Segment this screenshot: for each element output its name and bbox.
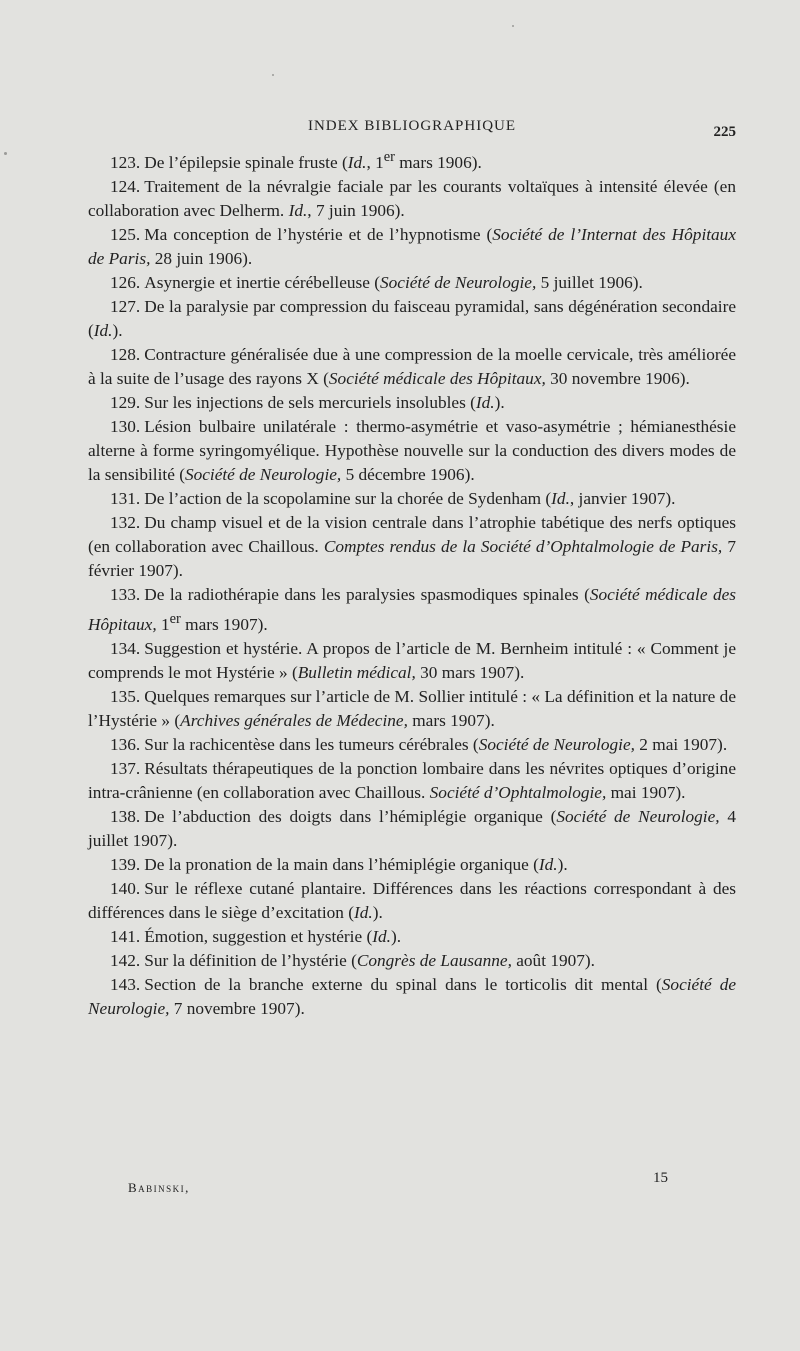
entry-text: Du champ visuel et de la vision centrale dans l’atrophie tabétique des nerfs optiques (en collaboration avec Chaillous. xyxy=(88,512,736,556)
bibliography-entry xyxy=(88,877,736,925)
entry-number: 135. xyxy=(110,686,141,706)
entry-text: Contracture généralisée due à une compression de la moelle cervicale, très améliorée à la suite de l’usage des rayons X ( xyxy=(88,344,736,388)
bibliography-entry xyxy=(88,295,736,343)
journal-title: Id. xyxy=(347,152,367,172)
entry-text: De la paralysie par compression du faisceau pyramidal, sans dégénération secondaire ( xyxy=(88,296,736,340)
entry-text: 7 février 1907). xyxy=(88,536,736,580)
entry-number: 142. xyxy=(110,950,141,970)
footer-author: Babinski, xyxy=(128,1180,190,1195)
entry-text: 30 novembre 1906). xyxy=(545,368,690,388)
journal-title: Id. xyxy=(372,926,391,946)
entry-text: , janvier 1907). xyxy=(569,488,676,508)
journal-title: Société médicale des Hôpitaux, xyxy=(328,368,546,388)
entry-number: 138. xyxy=(110,806,141,826)
bibliography-entry xyxy=(88,145,736,175)
journal-title: Bulletin médical, xyxy=(297,662,416,682)
entry-text: De l’abduction des doigts dans l’hémiplégie organique ( xyxy=(144,806,557,826)
entry-number: 130. xyxy=(110,416,141,436)
entry-number: 123. xyxy=(110,152,141,172)
journal-title: Société de Neurologie, xyxy=(380,272,537,292)
entry-text: 2 mai 1907). xyxy=(634,734,728,754)
entry-text: Section de la branche externe du spinal dans le torticolis dit mental ( xyxy=(144,974,662,994)
entry-text: ). xyxy=(390,926,402,946)
entry-text: août 1907). xyxy=(511,950,595,970)
bibliography-entry xyxy=(88,853,736,877)
entry-text: 28 juin 1906). xyxy=(150,248,253,268)
entry-text: De l’action de la scopolamine sur la chorée de Sydenham ( xyxy=(144,488,552,508)
bibliography-entry xyxy=(88,973,736,1021)
journal-title: Id. xyxy=(288,200,308,220)
bibliography-entry xyxy=(88,343,736,391)
entry-text: mars 1907). xyxy=(180,614,268,634)
entry-number: 132. xyxy=(110,512,141,532)
entry-text: Ma conception de l’hystérie et de l’hypnotisme ( xyxy=(144,224,493,244)
bibliography-entry xyxy=(88,223,736,271)
bibliography-entry xyxy=(88,637,736,685)
entry-text: ). xyxy=(494,392,505,412)
entry-text: Sur le réflexe cutané plantaire. Différences dans les réactions correspondant à des différences dans le siège d’excitation ( xyxy=(88,878,736,922)
entry-text: Émotion, suggestion et hystérie ( xyxy=(144,926,373,946)
running-header xyxy=(88,118,736,142)
scan-speck xyxy=(272,74,274,76)
bibliography-entry xyxy=(88,925,736,949)
bibliography-entry xyxy=(88,733,736,757)
entry-number: 134. xyxy=(110,638,141,658)
journal-title: Id. xyxy=(93,320,113,340)
bibliography-entry xyxy=(88,391,736,415)
entry-text: De la pronation de la main dans l’hémiplégie organique ( xyxy=(144,854,539,874)
entry-text: De l’épilepsie spinale fruste ( xyxy=(144,152,348,172)
entry-number: 143. xyxy=(110,974,141,994)
entry-text: 30 mars 1907). xyxy=(415,662,525,682)
entry-text: Asynergie et inertie cérébelleuse ( xyxy=(144,272,380,292)
entry-text: Sur la définition de l’hystérie ( xyxy=(144,950,357,970)
scan-speck xyxy=(512,25,514,27)
entry-number: 129. xyxy=(110,392,141,412)
entry-text: Sur les injections de sels mercuriels insolubles ( xyxy=(144,392,476,412)
journal-title: Id. xyxy=(538,854,558,874)
page-number: 225 xyxy=(713,124,736,140)
bibliography-entry xyxy=(88,487,736,511)
journal-title: Société d’Ophtalmologie, xyxy=(429,782,607,802)
journal-title: Id. xyxy=(354,902,373,922)
entry-number: 127. xyxy=(110,296,141,316)
entry-text: mai 1907). xyxy=(606,782,686,802)
bibliography-entry xyxy=(88,685,736,733)
entry-text: Quelques remarques sur l’article de M. Sollier intitulé : « La définition et la nature de l’Hystérie » ( xyxy=(88,686,736,730)
journal-title: Id. xyxy=(551,488,570,508)
journal-title: Congrès de Lausanne, xyxy=(356,950,512,970)
entry-number: 137. xyxy=(110,758,141,778)
entry-number: 126. xyxy=(110,272,141,292)
entry-text: Résultats thérapeutiques de la ponction lombaire dans les névrites optiques d’origine intra-crânienne (en collaboration avec Chaillous. xyxy=(88,758,736,802)
journal-title: Comptes rendus de la Société d’Ophtalmologie de Paris, xyxy=(323,536,723,556)
journal-title: Société de Neurologie, xyxy=(88,974,737,1018)
bibliography-entry xyxy=(88,415,736,487)
entry-text: 4 juillet 1907). xyxy=(88,806,736,850)
entry-text: De la radiothérapie dans les paralysies spasmodiques spinales ( xyxy=(144,584,590,604)
journal-title: Société médicale des Hôpitaux, xyxy=(88,584,736,634)
bibliography-entry xyxy=(88,271,736,295)
superscript-text: er xyxy=(383,149,395,165)
entry-text: ). xyxy=(372,902,383,922)
bibliography-entry xyxy=(88,757,736,805)
journal-title: Id. xyxy=(475,392,495,412)
superscript-text: er xyxy=(169,610,181,627)
journal-title: Société de l’Internat des Hôpitaux de Paris, xyxy=(88,224,736,268)
entry-number: 141. xyxy=(110,926,141,946)
running-title: INDEX BIBLIOGRAPHIQUE xyxy=(307,118,517,134)
entry-text: Suggestion et hystérie. A propos de l’article de M. Bernheim intitulé : « Comment je comprends le mot Hystérie » ( xyxy=(88,638,736,682)
bibliography-entry xyxy=(88,583,736,637)
entry-text: ). xyxy=(112,320,123,340)
entry-number: 131. xyxy=(110,488,141,508)
entry-text: ). xyxy=(557,854,568,874)
entry-text: 7 novembre 1907). xyxy=(169,998,305,1018)
entry-number: 128. xyxy=(110,344,141,364)
entry-text: 1 xyxy=(156,614,170,634)
bibliography-entry xyxy=(88,175,736,223)
entry-text: 5 décembre 1906). xyxy=(341,464,475,484)
page-footer xyxy=(88,1168,736,1198)
entry-text: , 7 juin 1906). xyxy=(307,200,405,220)
signature-mark: 15 xyxy=(653,1170,668,1186)
journal-title: Société de Neurologie, xyxy=(556,806,720,826)
journal-title: Société de Neurologie, xyxy=(478,734,635,754)
entry-text: Sur la rachicentèse dans les tumeurs cérébrales ( xyxy=(144,734,479,754)
bibliography-entry xyxy=(88,511,736,583)
entry-text: mars 1906). xyxy=(394,152,482,172)
bibliography-entry xyxy=(88,805,736,853)
bibliography-entry xyxy=(88,949,736,973)
entry-text: Traitement de la névralgie faciale par les courants voltaïques à intensité élevée (en collaboration avec Delherm. xyxy=(88,176,736,220)
journal-title: Société de Neurologie, xyxy=(184,464,342,484)
entry-text: Lésion bulbaire unilatérale : thermo-asymétrie et vaso-asymétrie ; hémianesthésie alterne à forme syringomyélique. Hypothèse nouvelle sur la conduction des divers modes de la sensibilité ( xyxy=(88,416,736,484)
entry-number: 136. xyxy=(110,734,141,754)
scan-speck xyxy=(4,152,7,155)
bibliography-list xyxy=(88,145,736,1021)
entry-number: 140. xyxy=(110,878,141,898)
journal-title: Archives générales de Médecine, xyxy=(180,710,408,730)
entry-text: , 1 xyxy=(366,152,384,172)
entry-number: 139. xyxy=(110,854,141,874)
entry-text: mars 1907). xyxy=(407,710,495,730)
entry-text: 5 juillet 1906). xyxy=(536,272,643,292)
entry-number: 124. xyxy=(110,176,141,196)
entry-number: 133. xyxy=(110,584,141,604)
entry-number: 125. xyxy=(110,224,141,244)
